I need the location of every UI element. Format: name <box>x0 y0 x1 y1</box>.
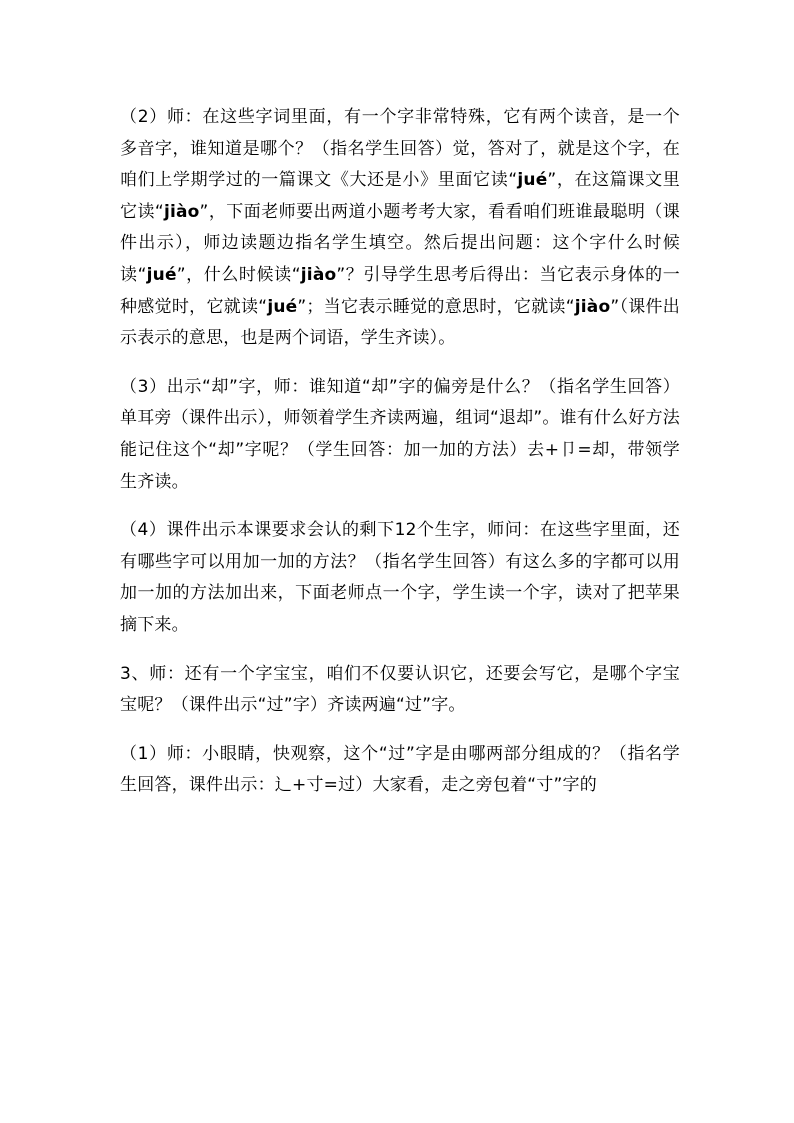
pinyin-jue: jué <box>267 296 298 317</box>
text-segment: ”？引导学生思考后得出：当它表示身体的一种感觉时，它就读“ <box>120 264 680 317</box>
pinyin-jiao: jiào <box>300 264 337 285</box>
pinyin-jue: jué <box>517 170 548 191</box>
paragraph-guo: （1）师：小眼睛，快观察，这个“过”字是由哪两部分组成的？（指名学生回答，课件出示：辶+寸=过）大家看，走之旁包着“寸”字的 <box>120 743 680 796</box>
text-segment: ”，在这篇课文里它读“ <box>120 170 680 222</box>
paragraph-shengzi: （4）课件出示本课要求会认的剩下12个生字，师问：在这些字里面，还有哪些字可以用加一加的方法？（指名学生回答）有这么多的字都可以用加一加的方法加出来，下面老师点一个字，学生读一个字，读对了把苹果摘下来。 <box>120 520 680 635</box>
paragraph-duoyinzi <box>120 102 680 355</box>
pinyin-jue: jué <box>146 264 177 285</box>
text-segment: ”，下面老师要出两道小题考考大家，看看咱们班谁最聪明（课件出示），师边读题边指名学生填空。然后提出问题：这个字什么时候读“ <box>120 201 680 285</box>
paragraph-que: （3）出示“却”字，师：谁知道“却”字的偏旁是什么？（指名学生回答）单耳旁（课件出示），师领着学生齐读两遍，组词“退却”。谁有什么好方法能记住这个“却”字呢？（学生回答：加一加的方法）去+卩=却，带领学生齐读。 <box>120 376 680 492</box>
pinyin-jiao: jiào <box>574 296 611 317</box>
paragraph-zibaobao: 3、师：还有一个字宝宝，咱们不仅要认识它，还要会写它，是哪个字宝宝呢？（课件出示“过”字）齐读两遍“过”字。 <box>120 663 680 716</box>
text-segment: ”；当它表示睡觉的意思时，它就读“ <box>297 296 575 317</box>
text-segment: （2）师：在这些字词里面，有一个字非常特殊，它有两个读音，是一个多音字，谁知道是哪个？（指名学生回答）觉，答对了，就是这个字，在咱们上学期学过的一篇课文《大还是小》里面它读“ <box>120 107 680 191</box>
document-page <box>120 102 680 802</box>
text-segment: ”（课件出示表示的意思，也是两个词语，学生齐读）。 <box>120 296 681 349</box>
text-segment: ”，什么时候读“ <box>176 264 301 285</box>
pinyin-jiao: jiào <box>163 201 200 222</box>
